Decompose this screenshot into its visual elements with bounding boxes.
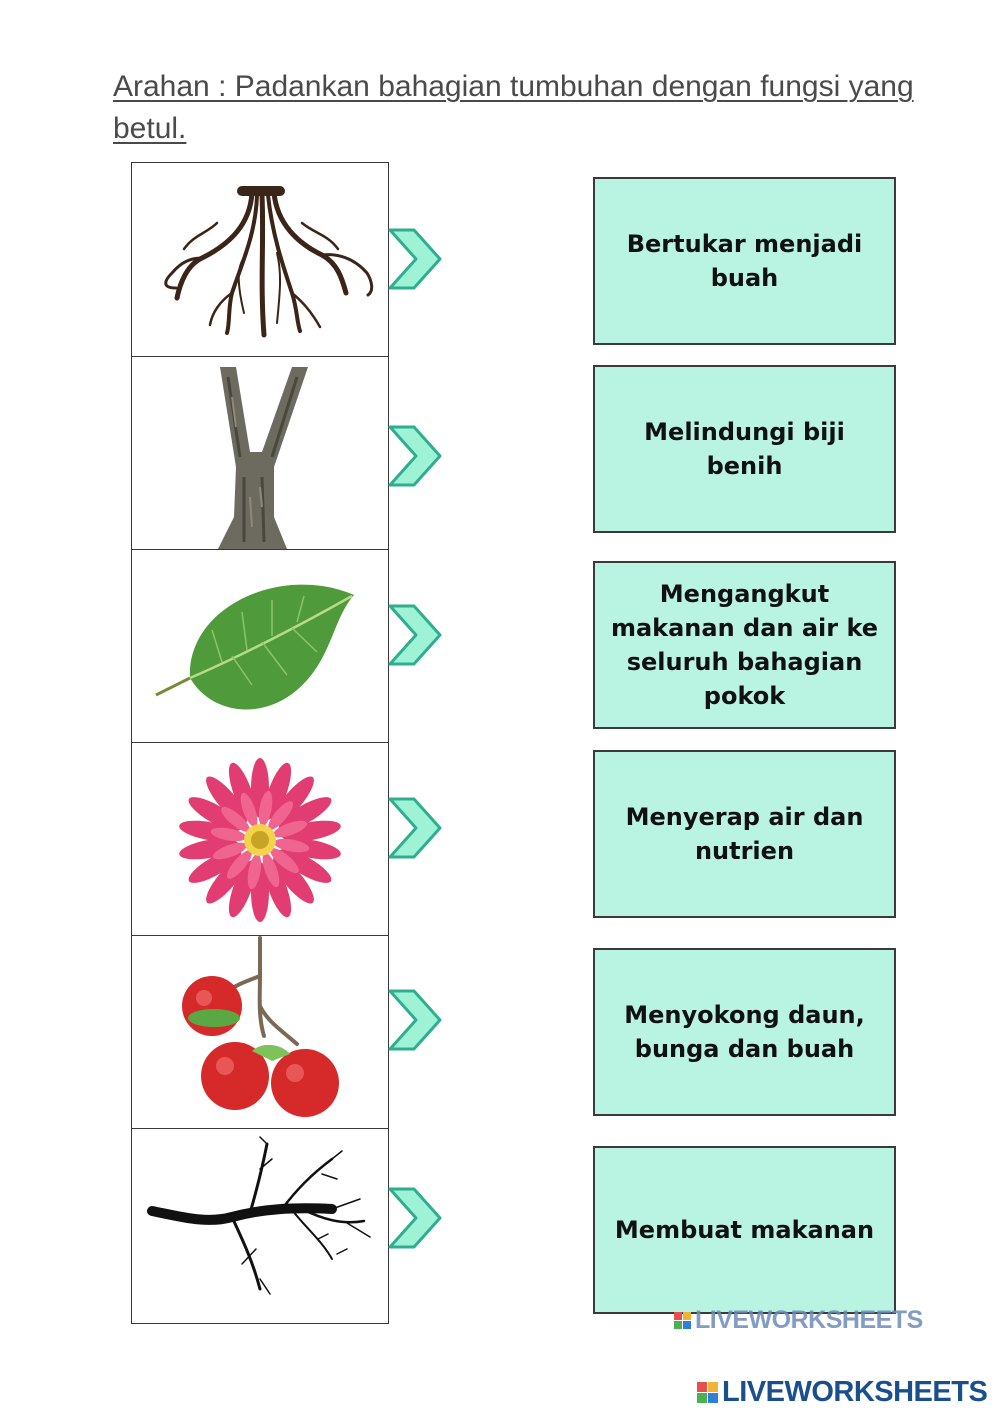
picture-cell-roots [132,163,388,356]
arrow-icon[interactable] [388,425,442,487]
liveworksheets-logo-icon [697,1382,718,1403]
arrow-icon[interactable] [388,228,442,290]
picture-cell-branch [132,1128,388,1321]
picture-cell-leaf [132,549,388,742]
answer-box[interactable] [593,561,896,729]
branch-icon [132,1129,387,1322]
watermark-brand [674,1306,923,1335]
footer-brand[interactable] [697,1376,987,1409]
arrow-icon[interactable] [388,989,442,1051]
picture-cell-flower [132,742,388,935]
fruit-icon [132,936,387,1129]
answer-label: Menyokong daun, bunga dan buah [624,1001,865,1063]
answer-label: Menyerap air dan nutrien [625,803,864,865]
trunk-icon [132,357,387,550]
answer-box[interactable] [593,365,896,533]
answer-label: Melindungi biji benih [644,418,845,480]
flower-icon [132,743,387,936]
picture-cell-trunk [132,356,388,549]
picture-cell-fruits [132,935,388,1128]
roots-icon [132,163,387,356]
arrow-icon[interactable] [388,797,442,859]
picture-column [131,162,389,1324]
answer-label: Mengangkut makanan dan air ke seluruh bahagian pokok [610,580,879,710]
answer-label: Bertukar menjadi buah [626,230,863,292]
arrow-icon[interactable] [388,604,442,666]
watermark-text: LIVEWORKSHEETS [695,1306,923,1334]
instruction-text: Arahan : Padankan bahagian tumbuhan dengan fungsi yang betul. [113,70,914,145]
leaf-icon [132,550,387,743]
answer-box[interactable] [593,1146,896,1314]
answer-box[interactable] [593,750,896,918]
answer-label: Membuat makanan [614,1216,875,1244]
footer-brand-text: LIVEWORKSHEETS [722,1376,988,1408]
answer-box[interactable] [593,948,896,1116]
answer-box[interactable] [593,177,896,345]
arrow-icon[interactable] [388,1187,442,1249]
liveworksheets-logo-icon [674,1312,691,1329]
